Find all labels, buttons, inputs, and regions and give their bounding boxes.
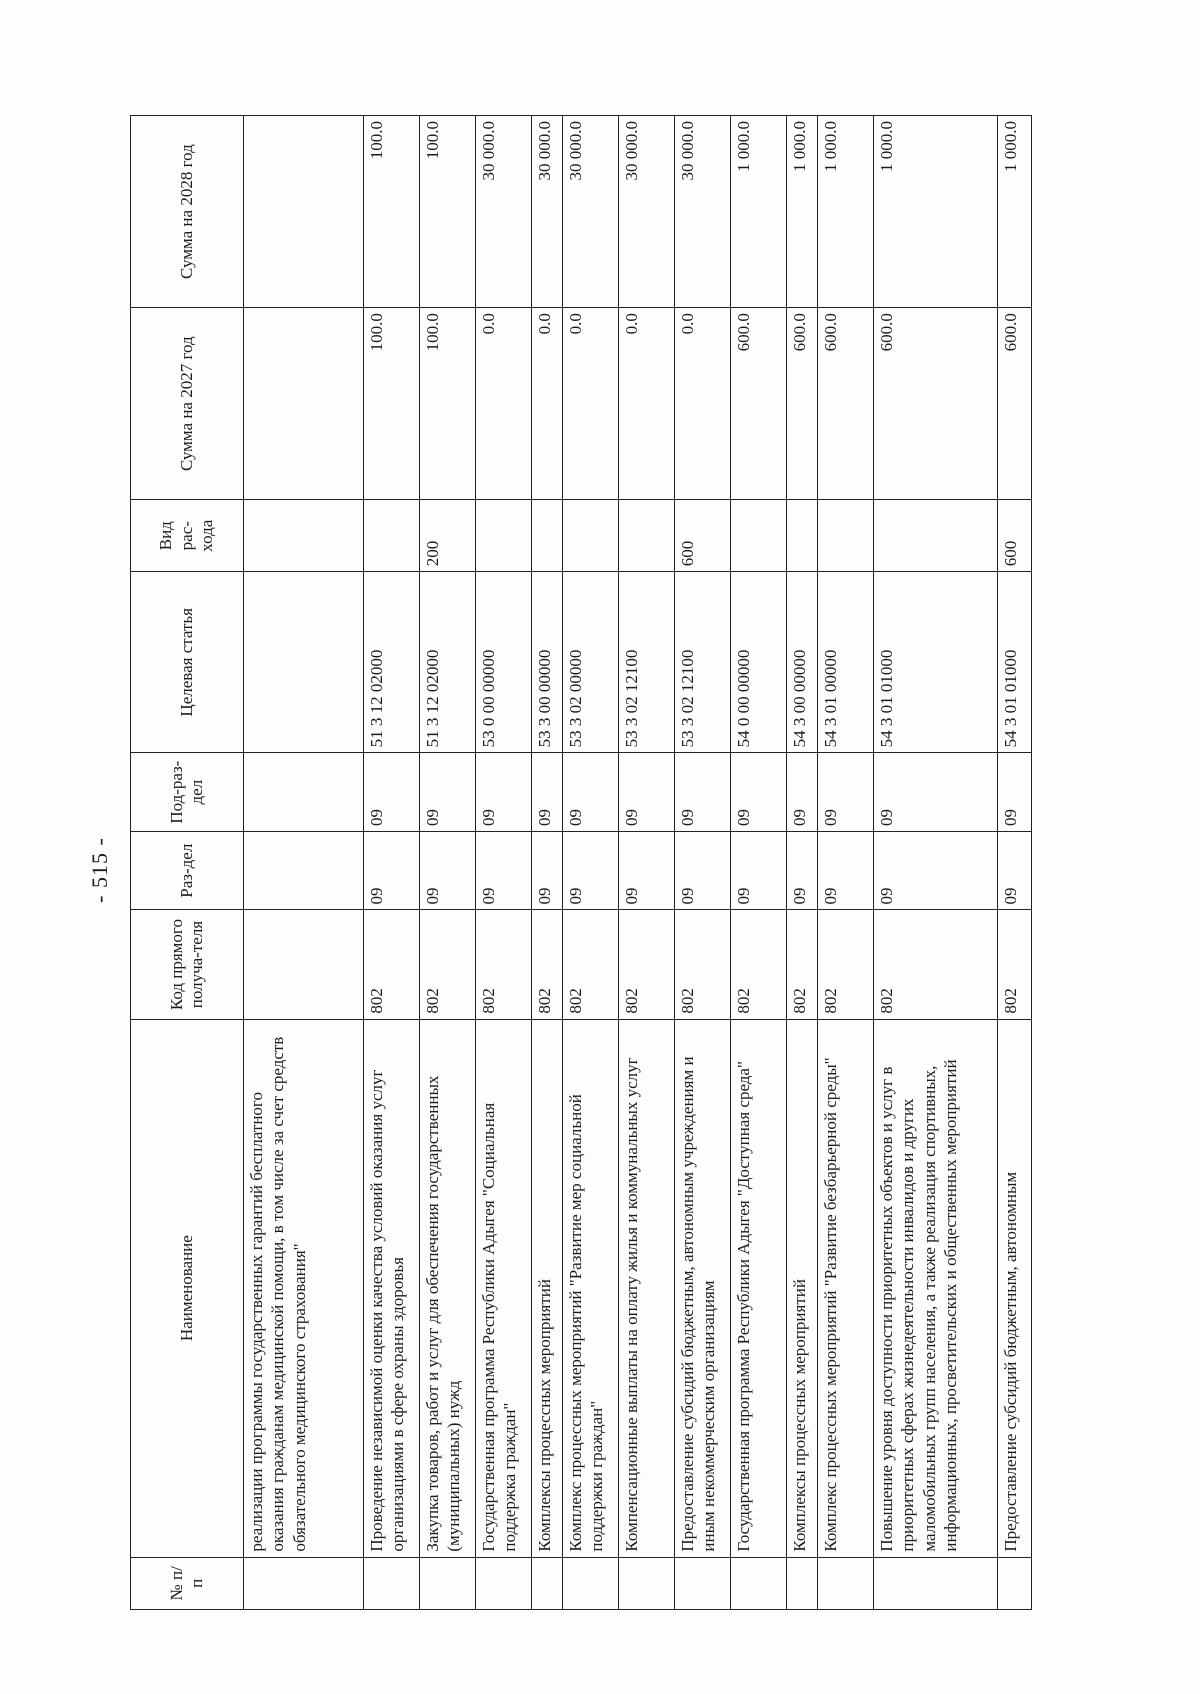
cell-section: 09	[476, 831, 532, 910]
cell-sum2028: 30 000.0	[563, 116, 619, 308]
cell-section: 09	[420, 831, 476, 910]
cell-code: 802	[364, 910, 420, 1019]
cell-sum2027: 0.0	[563, 308, 619, 500]
cell-target: 51 3 12 02000	[364, 572, 420, 753]
cell-subsection: 09	[563, 753, 619, 832]
table-row	[731, 116, 787, 1610]
cell-subsection: 09	[476, 753, 532, 832]
cell-sum2028: 30 000.0	[532, 116, 563, 308]
table-row	[998, 116, 1032, 1610]
cell-sum2027: 100.0	[364, 308, 420, 500]
header-target: Целевая статья	[131, 572, 244, 753]
cell-target: 54 3 01 01000	[874, 572, 998, 753]
cell-kind: 600	[675, 500, 731, 572]
cell-section: 09	[675, 831, 731, 910]
table-row	[874, 116, 998, 1610]
cell-code: 802	[563, 910, 619, 1019]
cell-num	[532, 1557, 563, 1609]
cell-code: 802	[998, 910, 1032, 1019]
cell-target: 54 3 01 00000	[818, 572, 874, 753]
cell-sum2028: 1 000.0	[818, 116, 874, 308]
cell-name: Проведение независимой оценки качества условий оказания услуг организациями в сфере охраны здоровья	[364, 1019, 420, 1557]
cell-num	[244, 1557, 364, 1609]
cell-sum2027: 600.0	[731, 308, 787, 500]
cell-name: Предоставление субсидий бюджетным, автономным	[998, 1019, 1032, 1557]
cell-code: 802	[532, 910, 563, 1019]
cell-subsection: 09	[675, 753, 731, 832]
cell-sum2027: 600.0	[998, 308, 1032, 500]
header-subsection: Под-раз-дел	[131, 753, 244, 832]
cell-sum2028: 1 000.0	[998, 116, 1032, 308]
cell-num	[818, 1557, 874, 1609]
table-row	[787, 116, 818, 1610]
rotated-page	[130, 115, 1050, 1610]
cell-sum2027: 0.0	[532, 308, 563, 500]
header-num: № п/п	[131, 1557, 244, 1609]
cell-name: Повышение уровня доступности приоритетных объектов и услуг в приоритетных сферах жизнедеятельности инвалидов и других маломобильных групп населения, а также реализация спортивных, информационных, просветительских и общественных мероприятий	[874, 1019, 998, 1557]
cell-target: 53 3 00 00000	[532, 572, 563, 753]
cell-name: Государственная программа Республики Адыгея "Доступная среда"	[731, 1019, 787, 1557]
cell-num	[364, 1557, 420, 1609]
cell-subsection: 09	[787, 753, 818, 832]
cell-sum2027: 600.0	[874, 308, 998, 500]
cell-kind	[532, 500, 563, 572]
cell-subsection: 09	[532, 753, 563, 832]
cell-name: Комплексы процессных мероприятий	[532, 1019, 563, 1557]
cell-kind	[364, 500, 420, 572]
table-row	[420, 116, 476, 1610]
cell-num	[476, 1557, 532, 1609]
table-body	[244, 116, 1032, 1610]
cell-code: 802	[675, 910, 731, 1019]
cell-section	[244, 831, 364, 910]
budget-table	[130, 115, 1032, 1610]
cell-code: 802	[874, 910, 998, 1019]
cell-name: Компенсационные выплаты на оплату жилья и коммунальных услуг	[619, 1019, 675, 1557]
cell-kind	[874, 500, 998, 572]
cell-num	[675, 1557, 731, 1609]
cell-subsection: 09	[874, 753, 998, 832]
cell-section: 09	[731, 831, 787, 910]
cell-sum2028: 1 000.0	[874, 116, 998, 308]
cell-name: реализации программы государственных гарантий бесплатного оказания гражданам медицинской помощи, в том числе за счет средств обязательного медицинского страхования"	[244, 1019, 364, 1557]
cell-num	[420, 1557, 476, 1609]
cell-sum2028: 100.0	[364, 116, 420, 308]
page-number: - 515 -	[87, 837, 112, 903]
cell-num	[731, 1557, 787, 1609]
cell-sum2027	[244, 308, 364, 500]
cell-target: 53 3 02 00000	[563, 572, 619, 753]
cell-section: 09	[998, 831, 1032, 910]
cell-sum2028: 1 000.0	[787, 116, 818, 308]
cell-kind	[818, 500, 874, 572]
cell-kind	[787, 500, 818, 572]
cell-section: 09	[563, 831, 619, 910]
cell-sum2027: 0.0	[675, 308, 731, 500]
cell-sum2028: 100.0	[420, 116, 476, 308]
table-row	[364, 116, 420, 1610]
header-sum2028: Сумма на 2028 год	[131, 116, 244, 308]
cell-kind	[619, 500, 675, 572]
cell-target	[244, 572, 364, 753]
cell-subsection: 09	[998, 753, 1032, 832]
cell-sum2028	[244, 116, 364, 308]
cell-target: 54 3 01 01000	[998, 572, 1032, 753]
cell-code: 802	[731, 910, 787, 1019]
cell-subsection: 09	[364, 753, 420, 832]
cell-target: 53 3 02 12100	[619, 572, 675, 753]
cell-kind: 600	[998, 500, 1032, 572]
cell-subsection: 09	[420, 753, 476, 832]
table-row	[818, 116, 874, 1610]
cell-num	[619, 1557, 675, 1609]
table-row	[675, 116, 731, 1610]
cell-name: Государственная программа Республики Адыгея "Социальная поддержка граждан"	[476, 1019, 532, 1557]
cell-sum2027: 0.0	[619, 308, 675, 500]
cell-target: 54 3 00 00000	[787, 572, 818, 753]
header-section: Раз-дел	[131, 831, 244, 910]
header-code: Код прямого получа-теля	[131, 910, 244, 1019]
cell-num	[787, 1557, 818, 1609]
cell-kind	[731, 500, 787, 572]
header-name: Наименование	[131, 1019, 244, 1557]
cell-name: Комплекс процессных мероприятий "Развитие безбарьерной среды"	[818, 1019, 874, 1557]
cell-section: 09	[532, 831, 563, 910]
cell-section: 09	[818, 831, 874, 910]
cell-subsection	[244, 753, 364, 832]
table-header	[131, 116, 244, 1610]
cell-section: 09	[364, 831, 420, 910]
cell-code: 802	[818, 910, 874, 1019]
cell-subsection: 09	[619, 753, 675, 832]
cell-name: Комплекс процессных мероприятий "Развитие мер социальной поддержки граждан"	[563, 1019, 619, 1557]
cell-section: 09	[619, 831, 675, 910]
cell-code: 802	[476, 910, 532, 1019]
header-sum2027: Сумма на 2027 год	[131, 308, 244, 500]
cell-name: Предоставление субсидий бюджетным, автономным учреждениям и иным некоммерческим организациям	[675, 1019, 731, 1557]
cell-target: 54 0 00 00000	[731, 572, 787, 753]
table-row	[563, 116, 619, 1610]
cell-sum2027: 0.0	[476, 308, 532, 500]
cell-kind	[476, 500, 532, 572]
cell-target: 51 3 12 02000	[420, 572, 476, 753]
cell-sum2028: 30 000.0	[476, 116, 532, 308]
table-row	[244, 116, 364, 1610]
cell-sum2027: 600.0	[787, 308, 818, 500]
cell-code	[244, 910, 364, 1019]
cell-section: 09	[787, 831, 818, 910]
cell-sum2028: 1 000.0	[731, 116, 787, 308]
cell-kind	[563, 500, 619, 572]
cell-code: 802	[787, 910, 818, 1019]
table-row	[532, 116, 563, 1610]
cell-name: Закупка товаров, работ и услуг для обеспечения государственных (муниципальных) нужд	[420, 1019, 476, 1557]
cell-subsection: 09	[818, 753, 874, 832]
cell-name: Комплексы процессных мероприятий	[787, 1019, 818, 1557]
table-row	[619, 116, 675, 1610]
cell-target: 53 3 02 12100	[675, 572, 731, 753]
header-kind: Вид рас-хода	[131, 500, 244, 572]
cell-code: 802	[420, 910, 476, 1019]
cell-target: 53 0 00 00000	[476, 572, 532, 753]
cell-subsection: 09	[731, 753, 787, 832]
cell-code: 802	[619, 910, 675, 1019]
cell-kind: 200	[420, 500, 476, 572]
cell-num	[874, 1557, 998, 1609]
cell-num	[563, 1557, 619, 1609]
cell-sum2028: 30 000.0	[619, 116, 675, 308]
cell-sum2028: 30 000.0	[675, 116, 731, 308]
cell-sum2027: 100.0	[420, 308, 476, 500]
cell-kind	[244, 500, 364, 572]
cell-sum2027: 600.0	[818, 308, 874, 500]
cell-num	[998, 1557, 1032, 1609]
table-row	[476, 116, 532, 1610]
cell-section: 09	[874, 831, 998, 910]
